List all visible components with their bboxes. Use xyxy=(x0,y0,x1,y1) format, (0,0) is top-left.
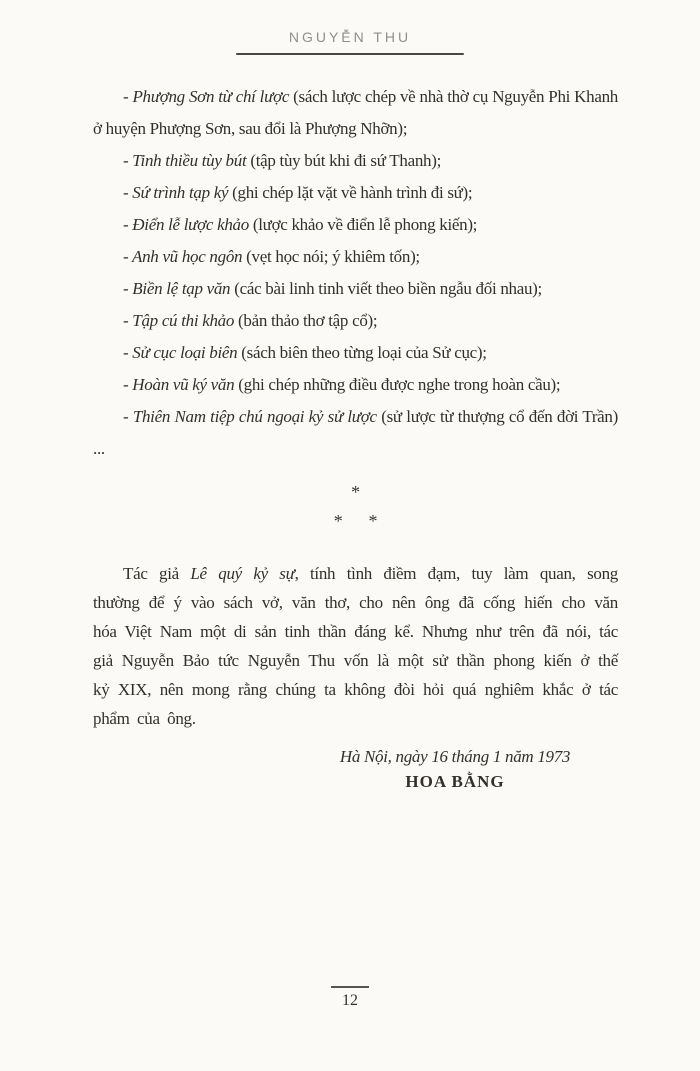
asterisk-separator xyxy=(93,481,618,532)
work-title: - Sứ trình tạp ký xyxy=(123,183,229,202)
work-item xyxy=(93,369,618,401)
work-description: (tập tùy bút khi đi sứ Thanh); xyxy=(246,151,441,170)
work-title: - Anh vũ học ngôn xyxy=(123,247,243,266)
asterisk: * xyxy=(368,511,378,531)
page-header xyxy=(0,0,700,55)
work-title: - Biền lệ tạp văn xyxy=(123,279,231,298)
separator-row-top xyxy=(93,481,618,503)
work-title: - Điển lễ lược khảo xyxy=(123,215,249,234)
work-item xyxy=(93,81,618,145)
work-item xyxy=(93,241,618,273)
work-description: (lược khảo về điển lễ phong kiến); xyxy=(248,215,478,234)
work-title: - Thiên Nam tiệp chú ngoại kỷ sử lược xyxy=(123,407,377,426)
work-description: (ghi chép những điều được nghe trong hoàn cầu); xyxy=(234,375,561,394)
paragraph-text-post: , tính tình điềm đạm, tuy làm quan, song thường để ý vào sách vở, văn thơ, cho nên ông đã cống hiến cho văn hóa Việt Nam một di sản tinh thần đáng kể. Nhưng như trên đã nói, tác giả Nguyễn Bảo tức Nguyễn Thu vốn là một sử thần phong kiến ở thế kỷ XIX, nên mong rằng chúng ta không đòi hỏi quá nghiêm khắc ở tác phẩm của ông. xyxy=(93,564,618,728)
work-description: (sử lược từ thượng cổ đến đời Trần) ... xyxy=(93,407,618,458)
closing-paragraph xyxy=(93,559,618,733)
book-title-italic: Lê quý kỷ sự xyxy=(190,564,295,583)
work-description: (bản thảo thơ tập cổ); xyxy=(234,311,378,330)
author-name: HOA BẰNG xyxy=(405,772,505,791)
asterisk: * xyxy=(333,511,343,531)
work-title: - Tập cú thi khảo xyxy=(123,311,235,330)
work-title: - Hoàn vũ ký văn xyxy=(123,375,235,394)
work-description: (vẹt học nói; ý khiêm tốn); xyxy=(242,247,420,266)
work-title: - Tinh thiều tùy bút xyxy=(123,151,247,170)
work-item xyxy=(93,401,618,465)
separator-row-bottom xyxy=(93,510,618,532)
work-item xyxy=(93,305,618,337)
work-description: (sách biên theo từng loại của Sử cục); xyxy=(237,343,487,362)
work-item xyxy=(93,337,618,369)
footer-rule xyxy=(331,986,369,988)
work-description: (ghi chép lặt vặt về hành trình đi sứ); xyxy=(228,183,473,202)
running-header-title: NGUYỄN THU xyxy=(288,29,412,45)
work-description: (sách lược chép về nhà thờ cụ Nguyễn Phi Khanh ở huyện Phượng Sơn, sau đổi là Phượng Nhỡn); xyxy=(93,87,618,138)
work-item xyxy=(93,145,618,177)
work-title: - Sử cục loại biên xyxy=(123,343,238,362)
work-description: (các bài linh tinh viết theo biền ngẫu đối nhau); xyxy=(230,279,542,298)
work-item xyxy=(93,209,618,241)
works-list xyxy=(93,81,618,465)
signoff-block xyxy=(330,744,580,794)
header-rule xyxy=(236,53,464,55)
page-content xyxy=(93,81,618,794)
work-item xyxy=(93,273,618,305)
page-footer xyxy=(0,986,700,1010)
paragraph-text-pre: Tác giả xyxy=(123,564,191,583)
work-title: - Phượng Sơn từ chí lược xyxy=(123,87,290,106)
work-item xyxy=(93,177,618,209)
asterisk: * xyxy=(351,482,360,502)
dateline: Hà Nội, ngày 16 tháng 1 năm 1973 xyxy=(339,747,571,766)
page-number: 12 xyxy=(342,992,358,1009)
